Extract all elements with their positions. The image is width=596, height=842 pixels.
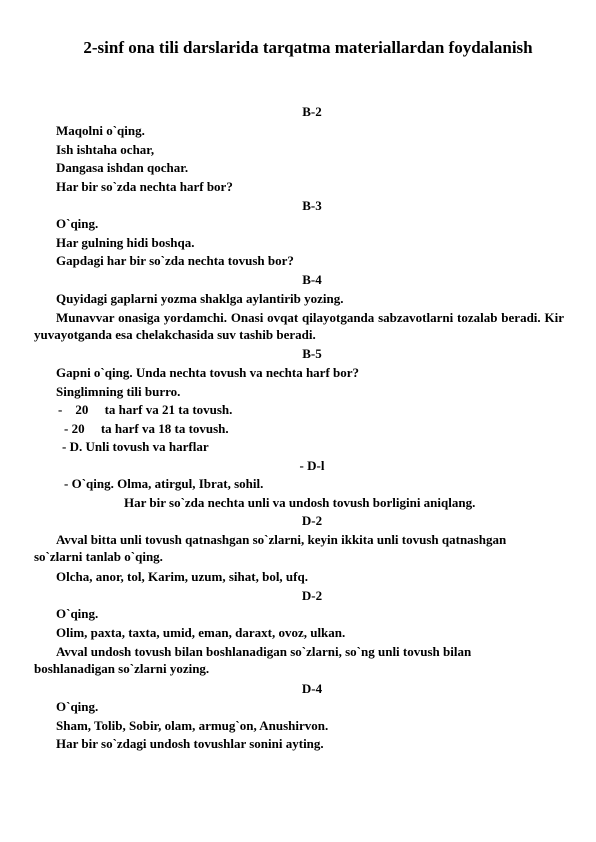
- task-paragraph: Avval undosh tovush bilan boshlanadigan so`zlarni, so`ng unli tovush bilan boshlanadigan so`zlarni yozing.: [34, 644, 472, 676]
- section-heading: - D-l: [299, 458, 325, 473]
- task-text: Har bir so`zda nechta unli va undosh tovush borligini aniqlang.: [124, 495, 476, 510]
- answer-option: - D. Unli tovush va harflar: [62, 439, 209, 454]
- task-text: Gapdagi har bir so`zda nechta tovush bor?: [56, 253, 294, 268]
- task-paragraph: Munavvar onasiga yordamchi. Onasi ovqat qilayotganda sabzavotlarni tozalab beradi. Kir yuvayotganda esa chelakchasida suv tashib beradi.: [34, 310, 564, 342]
- task-text: Gapni o`qing. Unda nechta tovush va nechta harf bor?: [56, 365, 360, 380]
- section-heading: B-4: [302, 272, 322, 287]
- task-text: O`qing.: [56, 606, 99, 621]
- section-heading: D-4: [301, 681, 323, 696]
- task-text: Olim, paxta, taxta, umid, eman, daraxt, ovoz, ulkan.: [56, 625, 346, 640]
- section-heading: B-5: [302, 346, 322, 361]
- task-text: O`qing.: [56, 216, 99, 231]
- task-text: Sham, Tolib, Sobir, olam, armug`on, Anushirvon.: [56, 718, 329, 733]
- task-text: Dangasa ishdan qochar.: [56, 160, 189, 175]
- section-heading: B-2: [302, 104, 322, 119]
- document-title: 2-sinf ona tili darslarida tarqatma materiallardan foydalanish: [83, 38, 533, 57]
- task-text: Quyidagi gaplarni yozma shaklga aylantirib yozing.: [56, 291, 344, 306]
- task-text: Olcha, anor, tol, Karim, uzum, sihat, bol, ufq.: [56, 569, 308, 584]
- task-text: Har gulning hidi boshqa.: [56, 235, 195, 250]
- section-heading: D-2: [301, 513, 323, 528]
- task-text: Har bir so`zda nechta harf bor?: [56, 179, 233, 194]
- task-text: Ish ishtaha ochar,: [56, 142, 155, 157]
- task-text: Singlimning tili burro.: [56, 384, 181, 399]
- answer-option: - 20 ta harf va 18 ta tovush.: [64, 421, 229, 436]
- section-heading: B-3: [302, 198, 322, 213]
- task-text: O`qing.: [56, 699, 99, 714]
- task-text: Maqolni o`qing.: [56, 123, 145, 138]
- task-text: - O`qing. Olma, atirgul, Ibrat, sohil.: [64, 476, 264, 491]
- task-text: Har bir so`zdagi undosh tovushlar sonini ayting.: [56, 736, 324, 751]
- section-heading: D-2: [301, 588, 323, 603]
- answer-option: - 20 ta harf va 21 ta tovush.: [58, 402, 233, 417]
- task-paragraph: Avval bitta unli tovush qatnashgan so`zlarni, keyin ikkita unli tovush qatnashgan so`zlarni tanlab o`qing.: [34, 532, 507, 564]
